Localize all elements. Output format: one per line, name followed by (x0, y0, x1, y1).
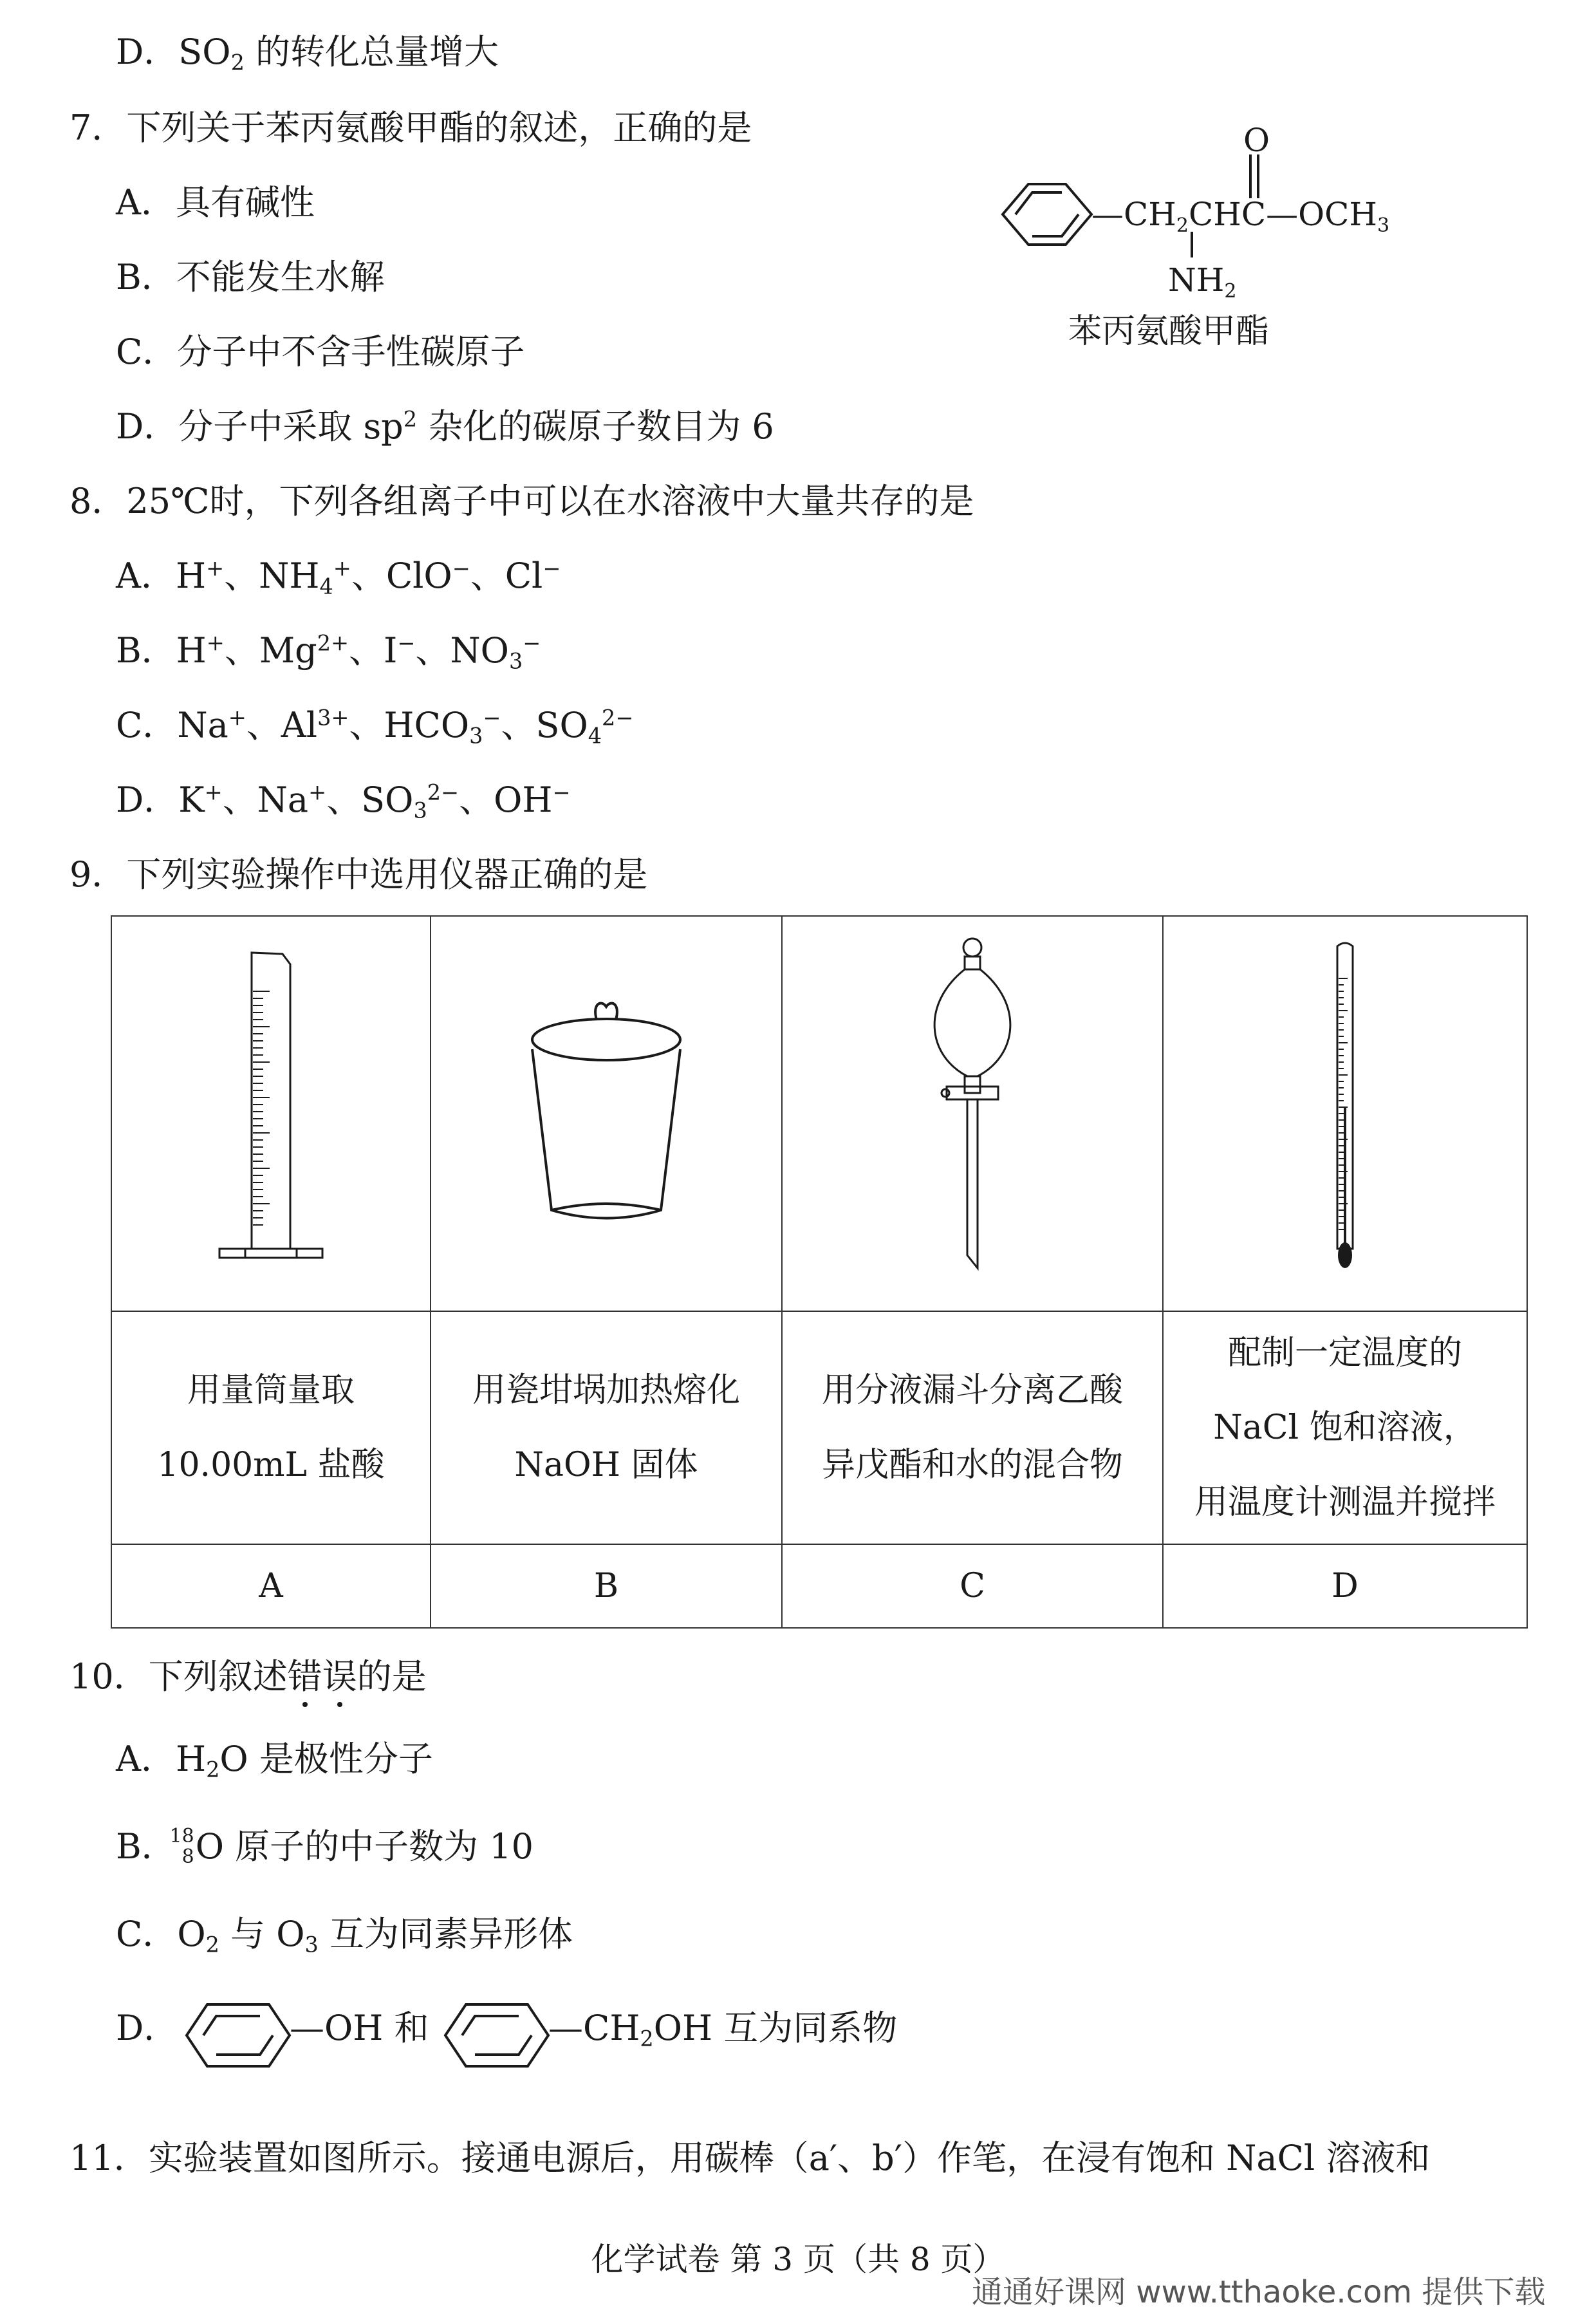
separatory-funnel-icon (908, 933, 1037, 1294)
crucible-icon (510, 978, 703, 1249)
q10-option-d-end: $—CH_2OH$ 互为同系物 (548, 2008, 898, 2051)
q10-stem-post: 的是 (357, 1656, 427, 1697)
watermark: 通通好课网 www.tthaoke.com 提供下载 (972, 2274, 1546, 2310)
q7-option-d: D．分子中采取 $sp^2$ 杂化的碳原子数目为 6 (116, 406, 774, 447)
option-a-description: 用量筒量取 10.00mL 盐酸 (111, 1311, 431, 1544)
isotope-notation (169, 1824, 196, 1869)
q10-option-d-prefix: D． (116, 2008, 179, 2048)
q10-option-b-prefix: B． (116, 1826, 176, 1867)
mass-number: 18 (169, 1825, 194, 1847)
option-c-description: 用分液漏斗分离乙酸 异戊酯和水的混合物 (782, 1311, 1163, 1544)
q7-stem: 7．下列关于苯丙氨酸甲酯的叙述，正确的是 (70, 107, 752, 148)
emphasis-char-2: 误 (322, 1654, 357, 1699)
emphasis-char-1: 错 (288, 1654, 322, 1699)
crucible-cell (431, 916, 782, 1311)
option-c-label: C (782, 1544, 1163, 1628)
thermometer-cell (1163, 916, 1527, 1311)
option-d-label: D (1163, 1544, 1527, 1628)
q7-option-c: C．分子中不含手性碳原子 (116, 332, 525, 372)
q8-option-b: B．H+、$Mg^{2+}$、I−、$NO_3^-$ (116, 630, 541, 674)
page-footer: 化学试卷 第 3 页（共 8 页） (591, 2241, 1005, 2278)
option-b-label: B (431, 1544, 782, 1628)
phenylalanine-methyl-ester-structure (965, 126, 1416, 370)
graduated-cylinder-cell (111, 916, 431, 1311)
q10-option-a: A．$H_2O$ 是极性分子 (116, 1739, 433, 1782)
thermometer-icon (1306, 940, 1384, 1287)
q7-option-a: A．具有碱性 (116, 182, 315, 223)
graduated-cylinder-icon (207, 946, 335, 1281)
q10-option-b-text: O 原子的中子数为 10 (195, 1826, 534, 1867)
side-chain-formula: $—CH_2CHC—OCH_3$ (1091, 196, 1390, 237)
q10-stem-pre: 10．下列叙述 (70, 1656, 288, 1697)
option-b-description: 用瓷坩埚加热熔化 NaOH 固体 (431, 1311, 782, 1544)
q8-option-d: D．K+、Na+、$SO_3^{2-}$、OH− (116, 780, 571, 823)
q8-stem: 8．25℃时，下列各组离子中可以在水溶液中大量共存的是 (70, 481, 974, 521)
q9-stem: 9．下列实验操作中选用仪器正确的是 (70, 854, 648, 895)
q10-option-c: C．$O_2$ 与 $O_3$ 互为同素异形体 (116, 1914, 573, 1957)
q10-option-d-middle: —OH 和 (290, 2008, 429, 2048)
option-a-label: A (111, 1544, 431, 1628)
q8-option-c: C．Na+、$Al^{3+}$、$HCO_3^-$、$SO_4^{2-}$ (116, 705, 634, 749)
atomic-number: 8 (181, 1845, 194, 1868)
amino-group-label: $NH_2$ (1168, 261, 1237, 303)
separatory-funnel-cell (782, 916, 1163, 1311)
carbonyl-oxygen-label: O (1243, 126, 1270, 159)
structure-caption: 苯丙氨酸甲酯 (1068, 312, 1270, 351)
q9-apparatus-table (111, 915, 1528, 1629)
q11-stem: 11．实验装置如图所示。接通电源后，用碳棒（a′、b′）作笔，在浸有饱和 NaCl 溶液和 (70, 2138, 1431, 2178)
q10-option-b (116, 1824, 534, 1869)
q7-option-b: B．不能发生水解 (116, 257, 385, 297)
option-d-description: 配制一定温度的 NaCl 饱和溶液， 用温度计测温并搅拌 (1163, 1311, 1527, 1544)
q10-stem (70, 1654, 427, 1699)
q8-option-a: A．H+、$NH_4^+$、ClO−、Cl− (116, 556, 561, 599)
q6-option-d: D．$SO_2$ 的转化总量增大 (116, 32, 499, 75)
